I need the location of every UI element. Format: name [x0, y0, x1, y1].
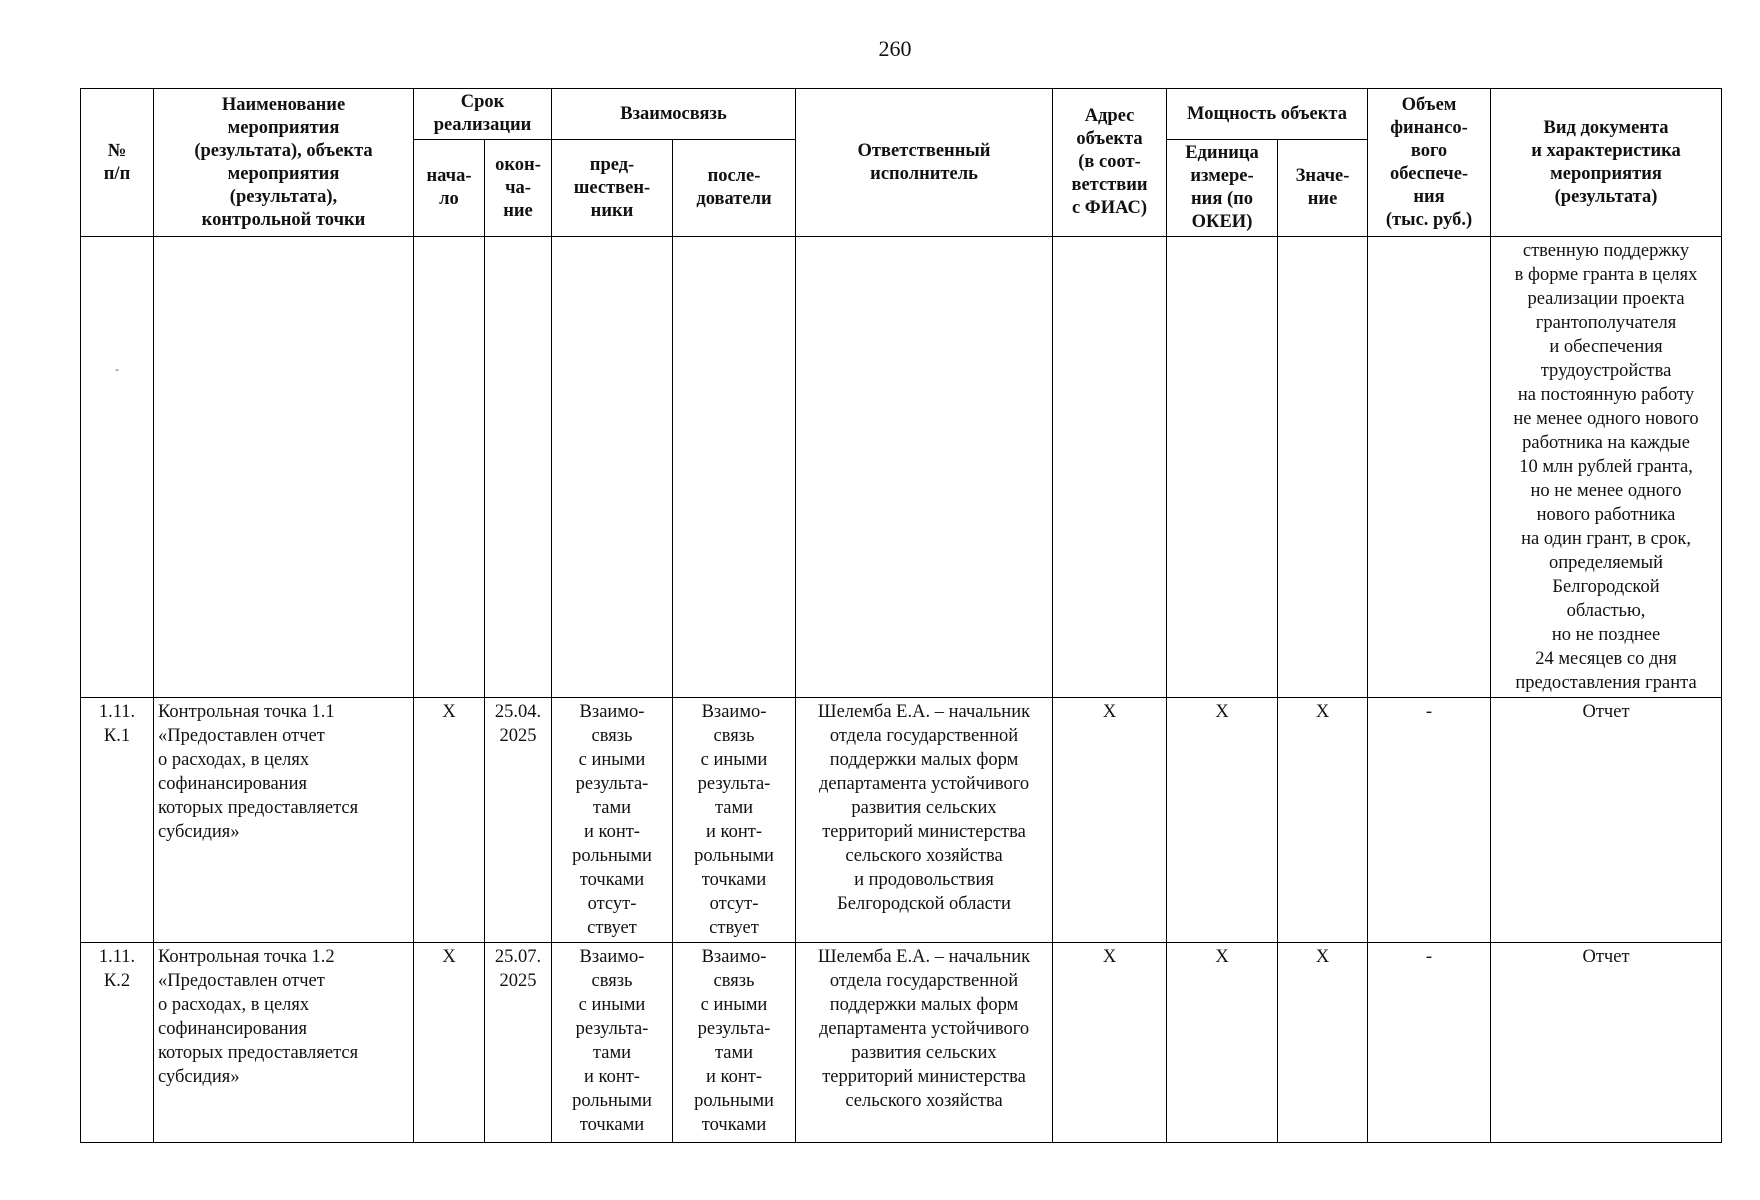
- cell-prev: Взаимо- связь с иными результа- тами и конт- рольными точками отсут- ствует: [552, 698, 673, 943]
- cell-responsible: [796, 237, 1053, 698]
- header-link-prev: пред- шествен- ники: [552, 140, 673, 237]
- cell-unit: [1167, 237, 1278, 698]
- cell-finance: [1368, 237, 1491, 698]
- table-header-row: [81, 89, 1722, 140]
- header-name: Наименование мероприятия (результата), объекта мероприятия (результата), контрольной точки: [154, 89, 414, 237]
- cell-num: [81, 237, 154, 698]
- scan-mark: -: [115, 362, 119, 376]
- cell-next: [673, 237, 796, 698]
- header-num: № п/п: [81, 89, 154, 237]
- header-link-next: после- дователи: [673, 140, 796, 237]
- header-term-start: нача- ло: [414, 140, 485, 237]
- cell-finance: -: [1368, 943, 1491, 1143]
- header-term: Срок реализации: [414, 89, 552, 140]
- header-address: Адрес объекта (в соот- ветствии с ФИАС): [1053, 89, 1167, 237]
- cell-finance: -: [1368, 698, 1491, 943]
- cell-start: [414, 237, 485, 698]
- cell-next: Взаимо- связь с иными результа- тами и конт- рольными точками: [673, 943, 796, 1143]
- cell-doc-continuation: ственную поддержку в форме гранта в целях реализации проекта грантополучателя и обеспечения трудоустройства на постоянную работу не менее одного нового работника на каждые 10 млн рублей гранта, но не менее одного нового работника на один грант, в срок, определяемый Белгородской областью, но не позднее 24 месяцев со дня предоставления гранта: [1491, 237, 1722, 698]
- cell-doc: Отчет: [1491, 943, 1722, 1143]
- page-number: 260: [878, 36, 912, 61]
- cell-name: [154, 237, 414, 698]
- cell-name: Контрольная точка 1.2 «Предоставлен отчет о расходах, в целях софинансирования которых предоставляется субсидия»: [154, 943, 414, 1143]
- header-link: Взаимосвязь: [552, 89, 796, 140]
- cell-prev: [552, 237, 673, 698]
- cell-next: Взаимо- связь с иными результа- тами и конт- рольными точками отсут- ствует: [673, 698, 796, 943]
- header-doc-type: Вид документа и характеристика мероприятия (результата): [1491, 89, 1722, 237]
- cell-value: [1278, 237, 1368, 698]
- cell-value: X: [1278, 698, 1368, 943]
- table-row: [81, 943, 1722, 1143]
- header-finance: Объем финансо- вого обеспече- ния (тыс. руб.): [1368, 89, 1491, 237]
- cell-end: 25.04. 2025: [485, 698, 552, 943]
- cell-prev: Взаимо- связь с иными результа- тами и конт- рольными точками: [552, 943, 673, 1143]
- cell-value: X: [1278, 943, 1368, 1143]
- header-capacity-unit: Единица измере- ния (по ОКЕИ): [1167, 140, 1278, 237]
- cell-unit: X: [1167, 943, 1278, 1143]
- cell-start: X: [414, 698, 485, 943]
- cell-unit: X: [1167, 698, 1278, 943]
- cell-num: 1.11. К.1: [81, 698, 154, 943]
- header-term-end: окон- ча- ние: [485, 140, 552, 237]
- cell-address: X: [1053, 698, 1167, 943]
- header-capacity: Мощность объекта: [1167, 89, 1368, 140]
- cell-doc: Отчет: [1491, 698, 1722, 943]
- cell-address: X: [1053, 943, 1167, 1143]
- cell-responsible: Шелемба Е.А. – начальник отдела государственной поддержки малых форм департамента устойчивого развития сельских территорий министерства сельского хозяйства: [796, 943, 1053, 1143]
- cell-end: [485, 237, 552, 698]
- cell-name: Контрольная точка 1.1 «Предоставлен отчет о расходах, в целях софинансирования которых предоставляется субсидия»: [154, 698, 414, 943]
- header-capacity-value: Значе- ние: [1278, 140, 1368, 237]
- cell-responsible: Шелемба Е.А. – начальник отдела государственной поддержки малых форм департамента устойчивого развития сельских территорий министерства сельского хозяйства и продовольствия Белгородской области: [796, 698, 1053, 943]
- cell-start: X: [414, 943, 485, 1143]
- table-row: [81, 698, 1722, 943]
- cell-end: 25.07. 2025: [485, 943, 552, 1143]
- table-row-continuation: [81, 237, 1722, 698]
- cell-num: 1.11. К.2: [81, 943, 154, 1143]
- cell-address: [1053, 237, 1167, 698]
- plan-table: [80, 88, 1722, 1143]
- header-responsible: Ответственный исполнитель: [796, 89, 1053, 237]
